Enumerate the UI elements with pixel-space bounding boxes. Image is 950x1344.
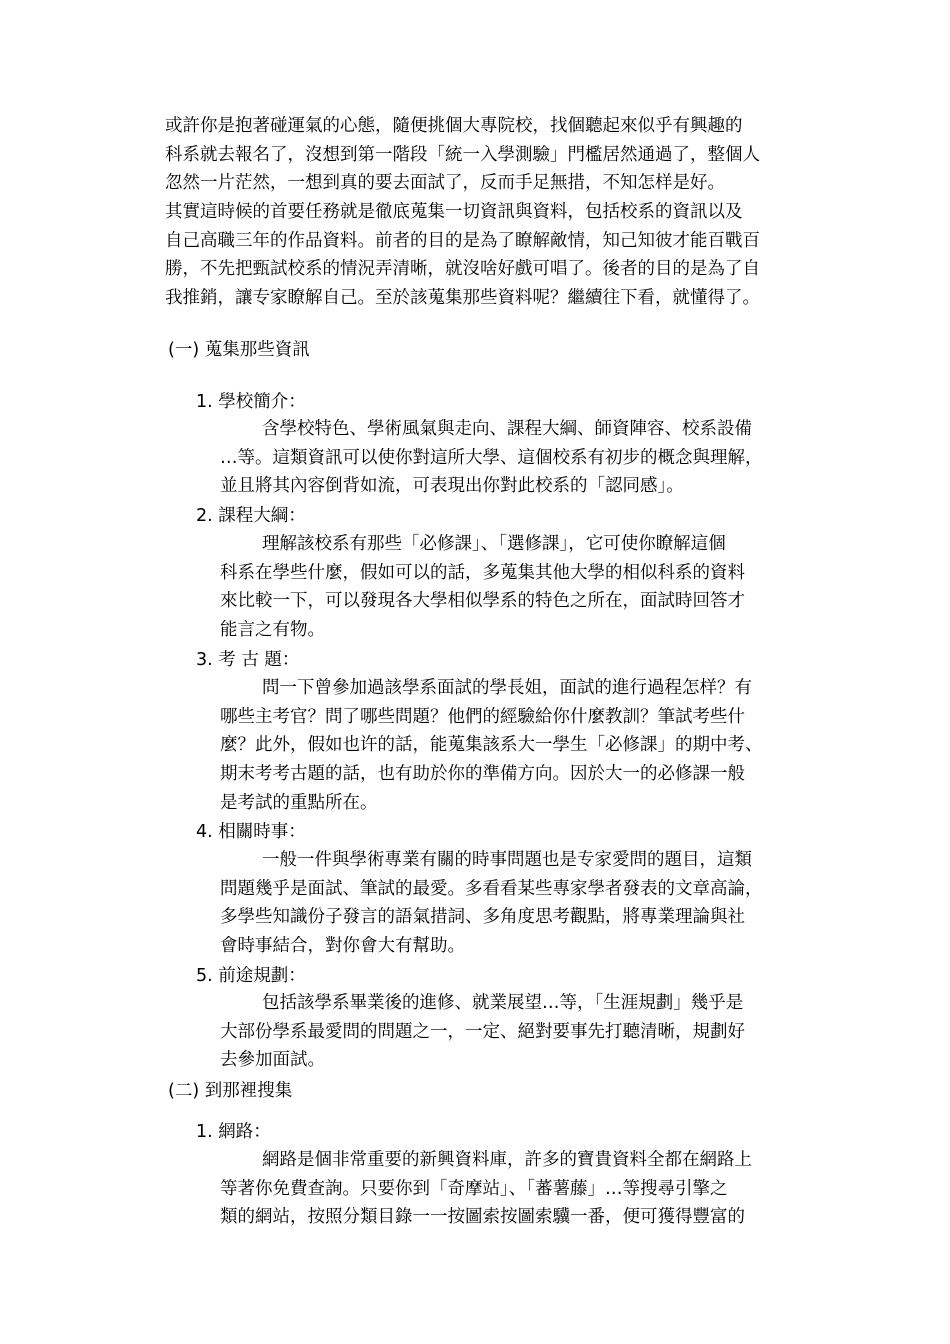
intro-paragraph-1 bbox=[145, 112, 815, 198]
text-line: 勝，不先把甄試校系的情況弄清晰，就沒啥好戲可唱了。後者的目的是為了自 bbox=[165, 259, 760, 280]
text-line: 自己高職三年的作品資料。前者的目的是為了瞭解敵情，知己知彼才能百戰百 bbox=[165, 230, 760, 251]
text-line: 多學些知識份子發言的語氣措詞、多角度思考觀點，將專業理論與社 bbox=[220, 907, 745, 928]
text-line: 包括該學系畢業後的進修、就業展望…等，「生涯規劃」幾乎是 bbox=[262, 993, 744, 1013]
text-line: 理解該校系有那些「必修課」、「選修課」，它可使你瞭解這個 bbox=[262, 534, 726, 554]
text-line: 會時事結合，對你會大有幫助。 bbox=[220, 936, 465, 957]
item-title: 2. 課程大綱： bbox=[196, 506, 306, 526]
text-line: 大部份學系最愛問的問題之一，一定、絕對要事先打聽清晰，規劃好 bbox=[220, 1021, 745, 1042]
item-title: 1. 網路： bbox=[196, 1122, 271, 1142]
item-body bbox=[220, 846, 820, 961]
item-title: 3. 考 古 題： bbox=[196, 650, 300, 670]
text-line: …等。這類資訊可以使你對這所大學、這個校系有初步的概念與理解， bbox=[220, 447, 763, 468]
item-body bbox=[220, 1146, 820, 1232]
item-body bbox=[220, 415, 820, 501]
text-line: 期末考考古題的話，也有助於你的準備方向。因於大一的必修課一般 bbox=[220, 764, 745, 785]
text-line: 去參加面試。 bbox=[220, 1050, 325, 1071]
text-line: 含學校特色、學術風氣與走向、課程大綱、師資陣容、校系設備 bbox=[262, 419, 752, 439]
text-line: 一般一件與學術專業有關的時事問題也是专家愛問的題目，這類 bbox=[262, 850, 752, 870]
text-line: 並且將其內容倒背如流，可表現出你對此校系的「認同感」。 bbox=[220, 476, 684, 497]
text-line: 問一下曾參加過該學系面試的學長姐，面試的進行過程怎样？有 bbox=[262, 678, 752, 698]
text-line: 科系就去報名了，沒想到第一階段「統一入學測驗」門檻居然通過了，整個人 bbox=[165, 144, 760, 165]
text-line: 是考試的重點所在。 bbox=[220, 792, 378, 813]
text-line: 類的網站，按照分類目錄一一按圖索按圖索驥一番，便可獲得豐富的 bbox=[220, 1207, 745, 1228]
text-line: 等著你免費查詢。只要你到「奇摩站」、「蕃薯藤」…等搜尋引擎之 bbox=[220, 1178, 728, 1199]
item-body bbox=[220, 530, 820, 645]
item-body bbox=[220, 674, 820, 818]
text-line: 我推銷，讓专家瞭解自己。至於該蒐集那些資料呢？繼續往下看，就懂得了。 bbox=[165, 288, 760, 309]
item-body bbox=[220, 989, 820, 1075]
text-line: 來比較一下，可以發現各大學相似學系的特色之所在，面試時回答才 bbox=[220, 591, 745, 612]
text-line: 忽然一片茫然，一想到真的要去面試了，反而手足無措，不知怎样是好。 bbox=[165, 173, 725, 194]
item-title: 5. 前途規劃： bbox=[196, 966, 306, 986]
section-heading-2: (二) 到那裡搜集 bbox=[168, 1081, 293, 1101]
text-line: 或許你是抱著碰運氣的心態，隨便挑個大專院校，找個聽起來似乎有興趣的 bbox=[165, 116, 743, 136]
item-title: 1. 學校簡介： bbox=[196, 392, 306, 412]
section-heading-1: (一) 蒐集那些資訊 bbox=[168, 340, 310, 360]
text-line: 科系在學些什麼，假如可以的話，多蒐集其他大學的相似科系的資料 bbox=[220, 562, 745, 583]
text-line: 哪些主考官？問了哪些問題？他們的經驗給你什麼教訓？筆試考些什 bbox=[220, 706, 745, 727]
text-line: 問題幾乎是面試、筆試的最愛。多看看某些專家學者發表的文章高論， bbox=[220, 878, 763, 899]
text-line: 能言之有物。 bbox=[220, 620, 325, 641]
intro-paragraph-2 bbox=[145, 198, 815, 313]
text-line: 麼？此外，假如也许的話，能蒐集該系大一學生「必修課」的期中考、 bbox=[220, 735, 763, 756]
text-line: 網路是個非常重要的新興資料庫，許多的寶貴資料全都在網路上 bbox=[262, 1150, 752, 1170]
text-line: 其實這時候的首要任務就是徹底蒐集一切資訊與資料，包括校系的資訊以及 bbox=[165, 202, 743, 222]
item-title: 4. 相關時事： bbox=[196, 822, 306, 842]
